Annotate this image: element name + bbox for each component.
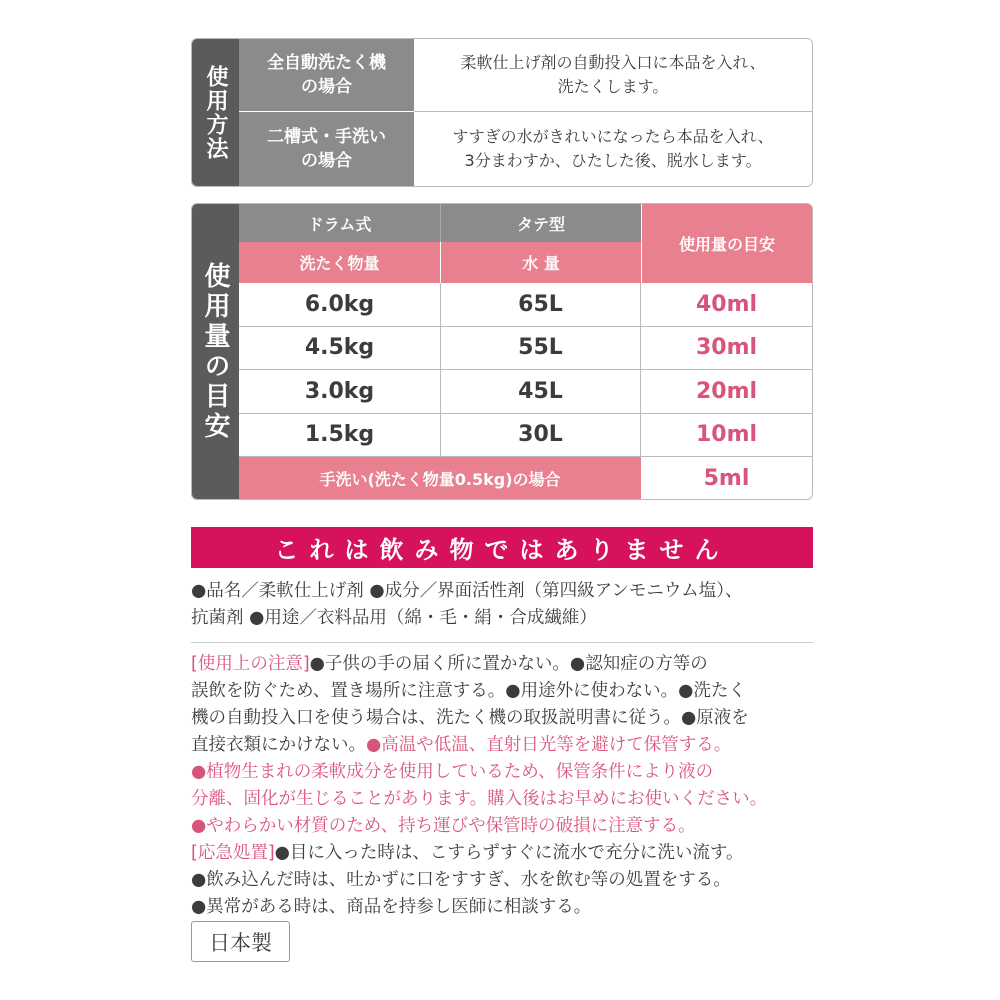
ingredients-line: ●品名／柔軟仕上げ剤 ●成分／界面活性剤（第四級アンモニウム塩）、 — [191, 581, 743, 601]
cell-water: 30L — [441, 414, 641, 458]
caution-text: 機の自動投入口を使う場合は、洗たく機の取扱説明書に従う。●原液を — [191, 708, 749, 728]
label-line: 全自動洗たく機 — [267, 53, 386, 73]
caution-text: ●植物生まれの柔軟成分を使用しているため、保管条件により液の — [191, 762, 714, 782]
caution-line — [191, 759, 816, 786]
caution-text: 直接衣類にかけない。 — [191, 735, 366, 755]
text-line: 洗たくします。 — [557, 77, 669, 96]
caution-text: 誤飲を防ぐため、置き場所に注意する。●用途外に使わない。●洗たく — [191, 681, 746, 701]
caution-text: ●やわらかい材質のため、持ち運びや保管時の破損に注意する。 — [191, 816, 696, 836]
origin-label: 日本製 — [191, 921, 290, 962]
header-water: 水 量 — [441, 242, 641, 283]
cell-load: 4.5kg — [239, 327, 441, 371]
usage-label — [239, 112, 414, 186]
header-drum: ドラム式 — [239, 204, 441, 242]
cell-dose: 30ml — [641, 327, 812, 371]
cell-dose: 40ml — [641, 283, 812, 327]
cell-dose: 20ml — [641, 370, 812, 414]
cell-water: 65L — [441, 283, 641, 327]
cell-load: 3.0kg — [239, 370, 441, 414]
cell-dose: 10ml — [641, 414, 812, 458]
hand-wash-label: 手洗い(洗たく物量0.5kg)の場合 — [239, 457, 641, 499]
usage-title: 使用方法 — [192, 39, 239, 186]
label-line: の場合 — [301, 151, 352, 171]
label-line: 二槽式・手洗い — [267, 127, 386, 147]
caution-line — [191, 867, 816, 894]
ingredients-line: 抗菌剤 ●用途／衣料品用（綿・毛・絹・合成繊維） — [191, 608, 597, 628]
usage-text — [414, 39, 812, 112]
label-line: の場合 — [301, 77, 352, 97]
ingredients — [191, 578, 816, 632]
header-tate: タテ型 — [441, 204, 641, 242]
usage-text — [414, 112, 812, 186]
cell-water: 45L — [441, 370, 641, 414]
caution-line — [191, 651, 816, 678]
header-dose: 使用量の目安 — [641, 204, 812, 283]
usage-table — [191, 38, 813, 187]
caution-text: ●高温や低温、直射日光等を避けて保管する。 — [366, 735, 732, 755]
caution-text: 分離、固化が生じることがあります。購入後はお早めにお使いください。 — [191, 789, 768, 809]
amount-title: 使用量の目安 — [192, 204, 239, 499]
cell-load: 1.5kg — [239, 414, 441, 458]
cautions — [191, 651, 816, 921]
amount-table — [191, 203, 813, 500]
caution-line — [191, 732, 816, 759]
caution-text: ●目に入った時は、こすらずすぐに流水で充分に洗い流す。 — [274, 843, 744, 863]
caution-line — [191, 840, 816, 867]
caution-line — [191, 813, 816, 840]
caution-line — [191, 678, 816, 705]
caution-text: ●子供の手の届く所に置かない。●認知症の方等の — [309, 654, 708, 674]
cell-load: 6.0kg — [239, 283, 441, 327]
caution-line — [191, 786, 816, 813]
text-line: 3分まわすか、ひたした後、脱水します。 — [464, 151, 762, 170]
text-line: 柔軟仕上げ剤の自動投入口に本品を入れ、 — [460, 53, 766, 72]
text-line: すすぎの水がきれいになったら本品を入れ、 — [452, 127, 774, 146]
caution-text: [応急処置] — [191, 843, 275, 863]
caution-text: ●異常がある時は、商品を持参し医師に相談する。 — [191, 897, 592, 917]
caution-line — [191, 894, 816, 921]
caution-text: ●飲み込んだ時は、吐かずに口をすすぎ、水を飲む等の処置をする。 — [191, 870, 731, 890]
warning-banner: これは飲み物ではありません — [191, 527, 813, 568]
caution-line — [191, 705, 816, 732]
caution-text: [使用上の注意] — [191, 654, 310, 674]
cell-water: 55L — [441, 327, 641, 371]
header-load: 洗たく物量 — [239, 242, 441, 283]
usage-label — [239, 39, 414, 112]
divider — [191, 642, 813, 643]
hand-wash-dose: 5ml — [703, 465, 750, 491]
